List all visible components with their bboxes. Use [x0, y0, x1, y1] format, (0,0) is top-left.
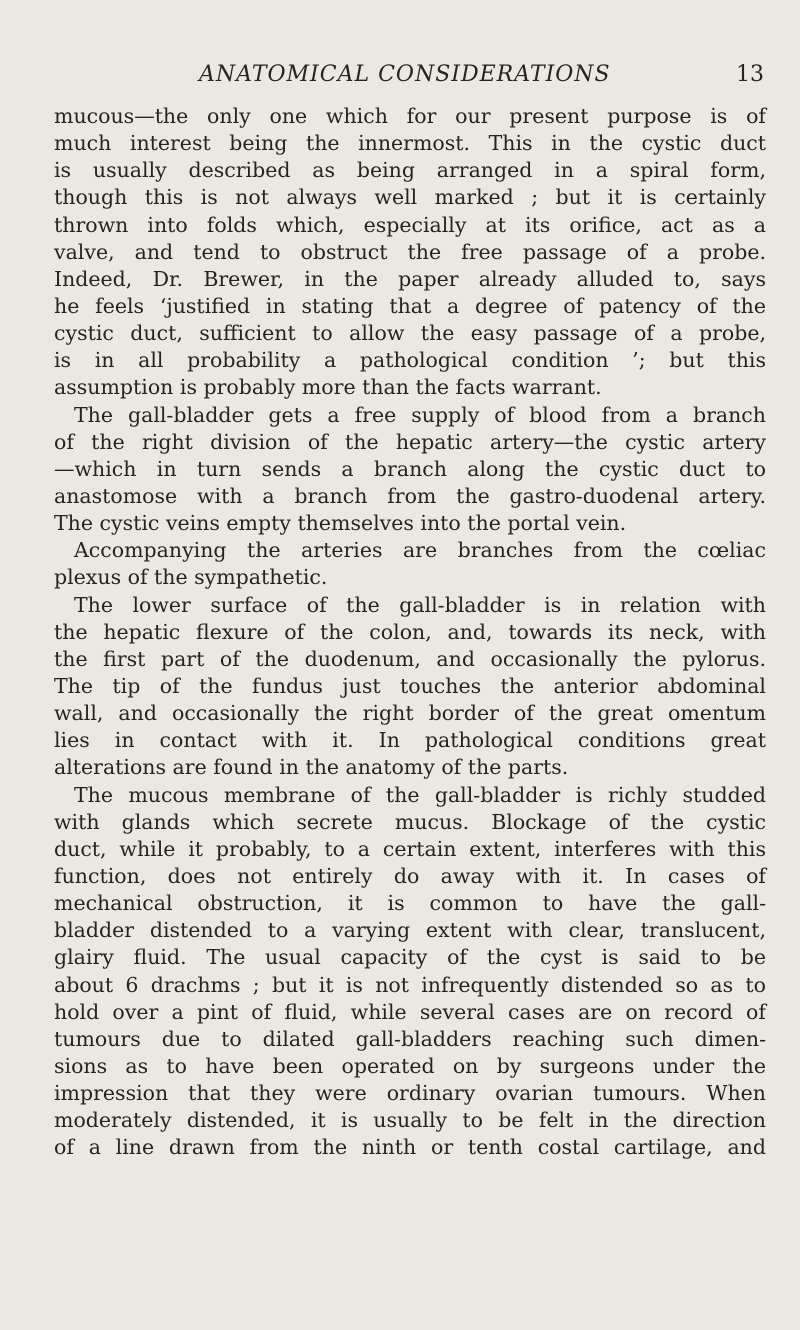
text-line: The gall-bladder gets a free supply of blood from a branch [74, 402, 766, 427]
text-line: bladder distended to a varying extent with clear, translucent, [54, 918, 766, 943]
text-line: much interest being the innermost. This in the cystic duct [54, 131, 766, 156]
text-line: of the right division of the hepatic artery—the cystic artery [54, 429, 766, 454]
text-line: hold over a pint of fluid, while several cases are on record of [54, 999, 766, 1024]
text-line: assumption is probably more than the facts warrant. [54, 375, 602, 400]
body-text [54, 103, 766, 1161]
page-number: 13 [736, 62, 764, 87]
text-line: function, does not entirely do away with it. In cases of [54, 863, 766, 888]
text-line: cystic duct, sufficient to allow the easy passage of a probe, [54, 321, 766, 346]
text-line: Indeed, Dr. Brewer, in the paper already alluded to, says [54, 266, 766, 291]
text-line: impression that they were ordinary ovarian tumours. When [54, 1081, 766, 1106]
page-header [54, 60, 764, 90]
text-line: The lower surface of the gall-bladder is in relation with [74, 592, 766, 617]
text-line: The cystic veins empty themselves into the portal vein. [54, 511, 627, 536]
text-line: is in all probability a pathological condition ’; but this [54, 348, 766, 373]
text-line: wall, and occasionally the right border of the great omentum [54, 701, 766, 726]
text-line: plexus of the sympathetic. [54, 565, 328, 590]
text-line: mechanical obstruction, it is common to have the gall- [54, 891, 766, 916]
text-line: thrown into folds which, especially at its orifice, act as a [54, 212, 766, 237]
text-line: he feels ‘justified in stating that a degree of patency of the [54, 293, 766, 318]
text-line: about 6 drachms ; but it is not infrequently distended so as to [54, 972, 766, 997]
text-line: valve, and tend to obstruct the free passage of a probe. [54, 239, 766, 264]
text-line: duct, while it probably, to a certain extent, interferes with this [54, 836, 766, 861]
text-line: glairy fluid. The usual capacity of the cyst is said to be [54, 945, 766, 970]
text-line: tumours due to dilated gall-bladders reaching such dimen- [54, 1026, 766, 1051]
text-line: of a line drawn from the ninth or tenth costal cartilage, and [54, 1135, 766, 1160]
text-line: the hepatic flexure of the colon, and, towards its neck, with [54, 619, 766, 644]
text-line: is usually described as being arranged in a spiral form, [54, 158, 766, 183]
running-head: ANATOMICAL CONSIDERATIONS [199, 62, 611, 87]
text-line: alterations are found in the anatomy of the parts. [54, 755, 569, 780]
text-line: The tip of the fundus just touches the anterior abdominal [54, 673, 766, 698]
text-line: Accompanying the arteries are branches from the cœliac [74, 538, 766, 563]
text-line: The mucous membrane of the gall-bladder is richly studded [74, 782, 766, 807]
text-line: anastomose with a branch from the gastro-duodenal artery. [54, 483, 766, 508]
text-line: —which in turn sends a branch along the cystic duct to [54, 456, 766, 481]
text-line: with glands which secrete mucus. Blockage of the cystic [54, 809, 766, 834]
text-line: mucous—the only one which for our present purpose is of [54, 104, 766, 128]
text-line: moderately distended, it is usually to be felt in the direction [54, 1108, 766, 1133]
text-line: sions as to have been operated on by surgeons under the [54, 1053, 766, 1078]
text-line: the first part of the duodenum, and occasionally the pylorus. [54, 646, 766, 671]
text-line: though this is not always well marked ; but it is certainly [54, 185, 766, 210]
text-line: lies in contact with it. In pathological conditions great [54, 728, 766, 753]
